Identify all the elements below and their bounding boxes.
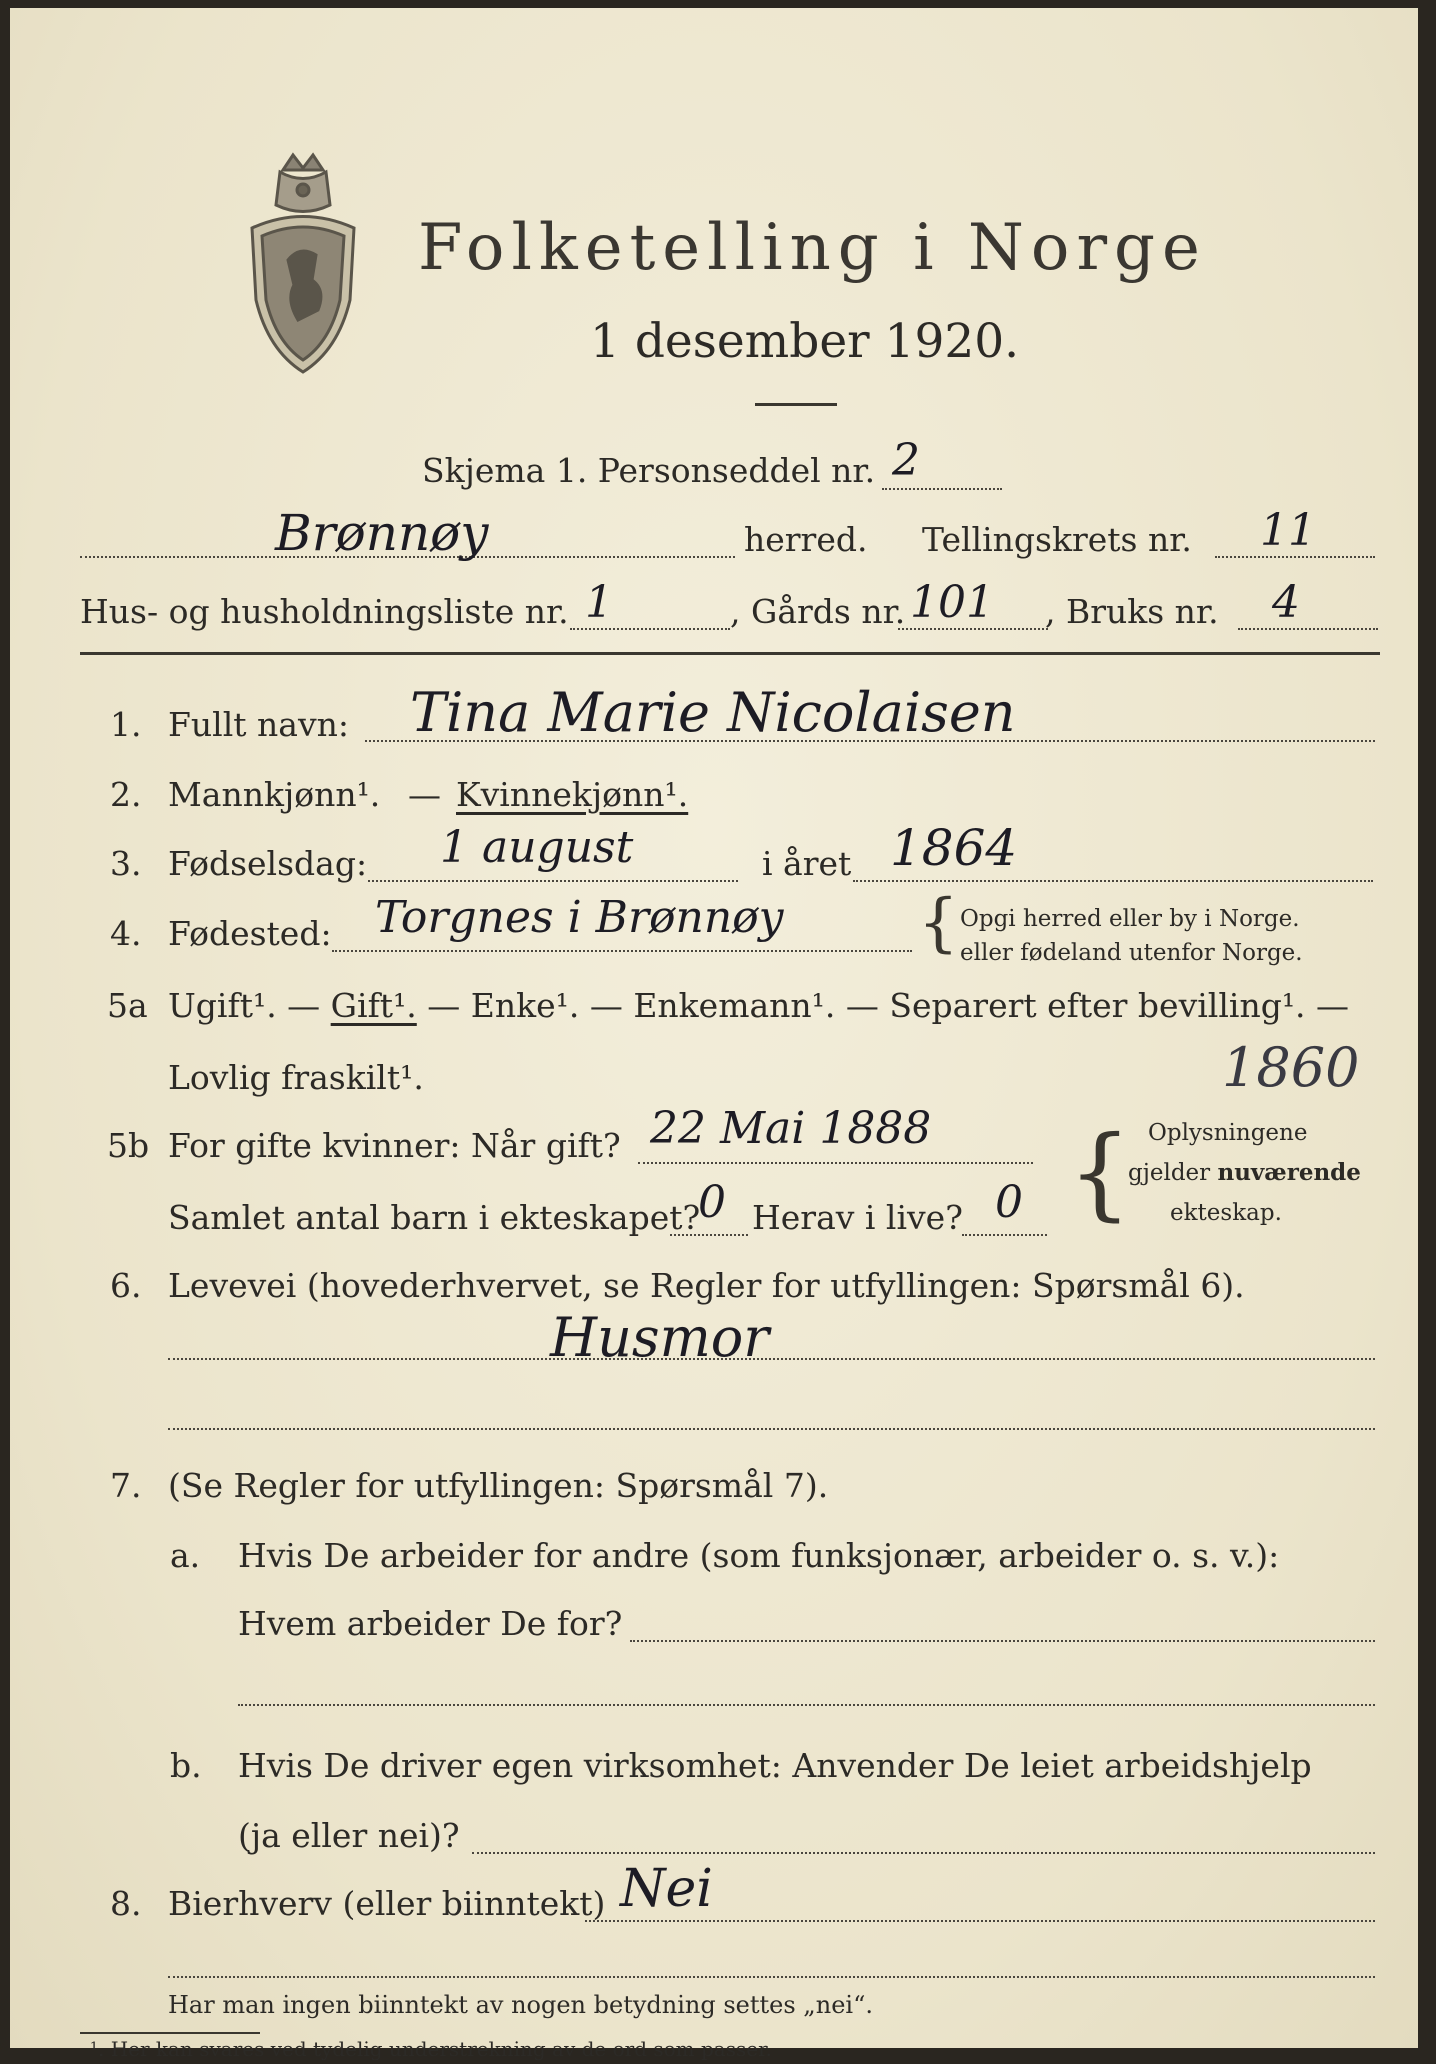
birthplace-value[interactable]: Torgnes i Brønnøy (375, 892, 784, 943)
full-name-value[interactable]: Tina Marie Nicolaisen (410, 681, 1016, 744)
side-income-label: Bierhverv (eller biinntekt) (168, 1884, 606, 1923)
children-alive-label: Herav i live? (752, 1198, 963, 1237)
employer-field[interactable] (630, 1640, 1375, 1642)
personseddel-number[interactable]: 2 (892, 435, 920, 486)
herred-label: herred. (744, 520, 868, 559)
marital-other-options[interactable]: — Enke¹. — Enkemann¹. — Separert efter bevilling¹. — (416, 986, 1350, 1025)
norway-coat-of-arms-icon (238, 150, 368, 380)
bruks-label: , Bruks nr. (1045, 592, 1219, 631)
bruks-number[interactable]: 4 (1272, 577, 1300, 628)
hired-help-field[interactable] (472, 1852, 1375, 1854)
employment-b-text: Hvis De driver egen virksomhet: Anvender De leiet arbeidshjelp (238, 1746, 1312, 1785)
birthday-label: Fødselsdag: (168, 844, 368, 883)
birth-year-label: i året (762, 844, 852, 883)
occupation-value[interactable]: Husmor (550, 1306, 770, 1369)
birthplace-note-2: eller fødeland utenfor Norge. (960, 940, 1303, 966)
hired-help-label: (ja eller nei)? (238, 1816, 460, 1855)
title-divider (755, 403, 837, 406)
tellingskrets-number[interactable]: 11 (1260, 505, 1316, 556)
margin-note-year: 1860 (1222, 1036, 1360, 1099)
footer-note: Har man ingen biinntekt av nogen betydning settes „nei“. (168, 1991, 873, 2019)
employment-a-text: Hvis De arbeider for andre (som funksjonær, arbeider o. s. v.): (238, 1536, 1280, 1575)
marital-divorced-option[interactable]: Lovlig fraskilt¹. (168, 1058, 424, 1097)
footnote: ¹. Her kan svares ved tydelig understrekning av de ord som passer. (90, 2037, 772, 2061)
children-alive-count[interactable]: 0 (995, 1177, 1023, 1228)
census-date: 1 desember 1920. (590, 314, 1020, 369)
birth-year-value[interactable]: 1864 (890, 819, 1018, 877)
gender-male-option[interactable]: Mannkjønn¹. (168, 775, 381, 814)
employer-label: Hvem arbeider De for? (238, 1604, 623, 1643)
employment-label: (Se Regler for utfyllingen: Spørsmål 7). (168, 1466, 829, 1505)
tellingskrets-label: Tellingskrets nr. (922, 520, 1192, 559)
schema-label: Skjema 1. Personseddel nr. (422, 451, 876, 490)
birthplace-label: Fødested: (168, 914, 332, 953)
children-label: Samlet antal barn i ekteskapet? (168, 1198, 701, 1237)
header-rule (80, 652, 1380, 655)
marriage-date-value[interactable]: 22 Mai 1888 (650, 1103, 932, 1154)
occupation-label: Levevei (hovederhvervet, se Regler for utfyllingen: Spørsmål 6). (168, 1266, 1245, 1305)
marriage-note-2: gjelder nuværende (1128, 1159, 1361, 1186)
husholdningsliste-number[interactable]: 1 (585, 577, 613, 628)
marriage-note-3: ekteskap. (1170, 1200, 1282, 1226)
side-income-value[interactable]: Nei (620, 1859, 713, 1919)
marital-married-option[interactable]: Gift¹. (330, 986, 417, 1025)
marital-unmarried-option[interactable]: Ugift¹. — (168, 986, 331, 1025)
gards-label: , Gårds nr. (730, 592, 906, 631)
marriage-note-1: Oplysningene (1148, 1120, 1308, 1146)
gender-female-option[interactable]: Kvinnekjønn¹. (456, 775, 689, 814)
herred-name[interactable]: Brønnøy (275, 504, 489, 562)
children-count[interactable]: 0 (698, 1177, 726, 1228)
husholdningsliste-label: Hus- og husholdningsliste nr. (80, 592, 569, 631)
birthday-value[interactable]: 1 august (440, 822, 634, 873)
gards-number[interactable]: 101 (910, 577, 994, 628)
full-name-label: Fullt navn: (168, 705, 349, 744)
birthplace-note-1: Opgi herred eller by i Norge. (960, 906, 1300, 932)
census-form: Folketelling i Norge 1 desember 1920. Skjema 1. Personseddel nr. 2 Brønnøy herred. Tellingskrets nr. 11 Hus- og husholdningsliste nr. 1 , Gårds nr. 101 , Bruks nr. 4 1. Fullt navn: Tina Marie Nicolaisen 2. Mannkjønn¹. — Kvinnekjønn¹. 3. Fødselsdag: 1 august i året 1864 4. Fødested: Torgnes i Brønnøy { Opgi herred eller by i Norge. eller fødeland utenfor Norge. 5a Ugift¹. — Gift¹. — Enke¹. — Enkemann¹. — Separert efter bevilling¹. — Lovlig fraskilt¹. 1860 5b For gifte kvinner: Når gift? 22 Mai 1888 Samlet antal barn i ekteskapet? 0 Herav i live? 0 { Oplysningene gjelder nuværende ekteskap. 6. Levevei (hovederhvervet, se Regler for utfyllingen: Spørsmål 6). Husmor 7. (Se Regler for utfyllingen: Spørsmål 7). a. Hvis De arbeider for andre (som funksjonær, arbeider o. s. v.): Hvem arbeider De for? b. Hvis De driver egen virksomhet: Anvender De leiet arbeidshjelp (ja eller nei)? 8. Bierhverv (eller biinntekt) Nei Har man ingen biinntekt av nogen betydning settes „nei“. ¹. Her kan svares ved tydelig understrekning av de ord som passer. (10, 8, 1418, 2048)
form-title: Folketelling i Norge (418, 211, 1207, 285)
marital-status-options[interactable] (168, 986, 1349, 1026)
marriage-date-label: For gifte kvinner: Når gift? (168, 1126, 621, 1165)
